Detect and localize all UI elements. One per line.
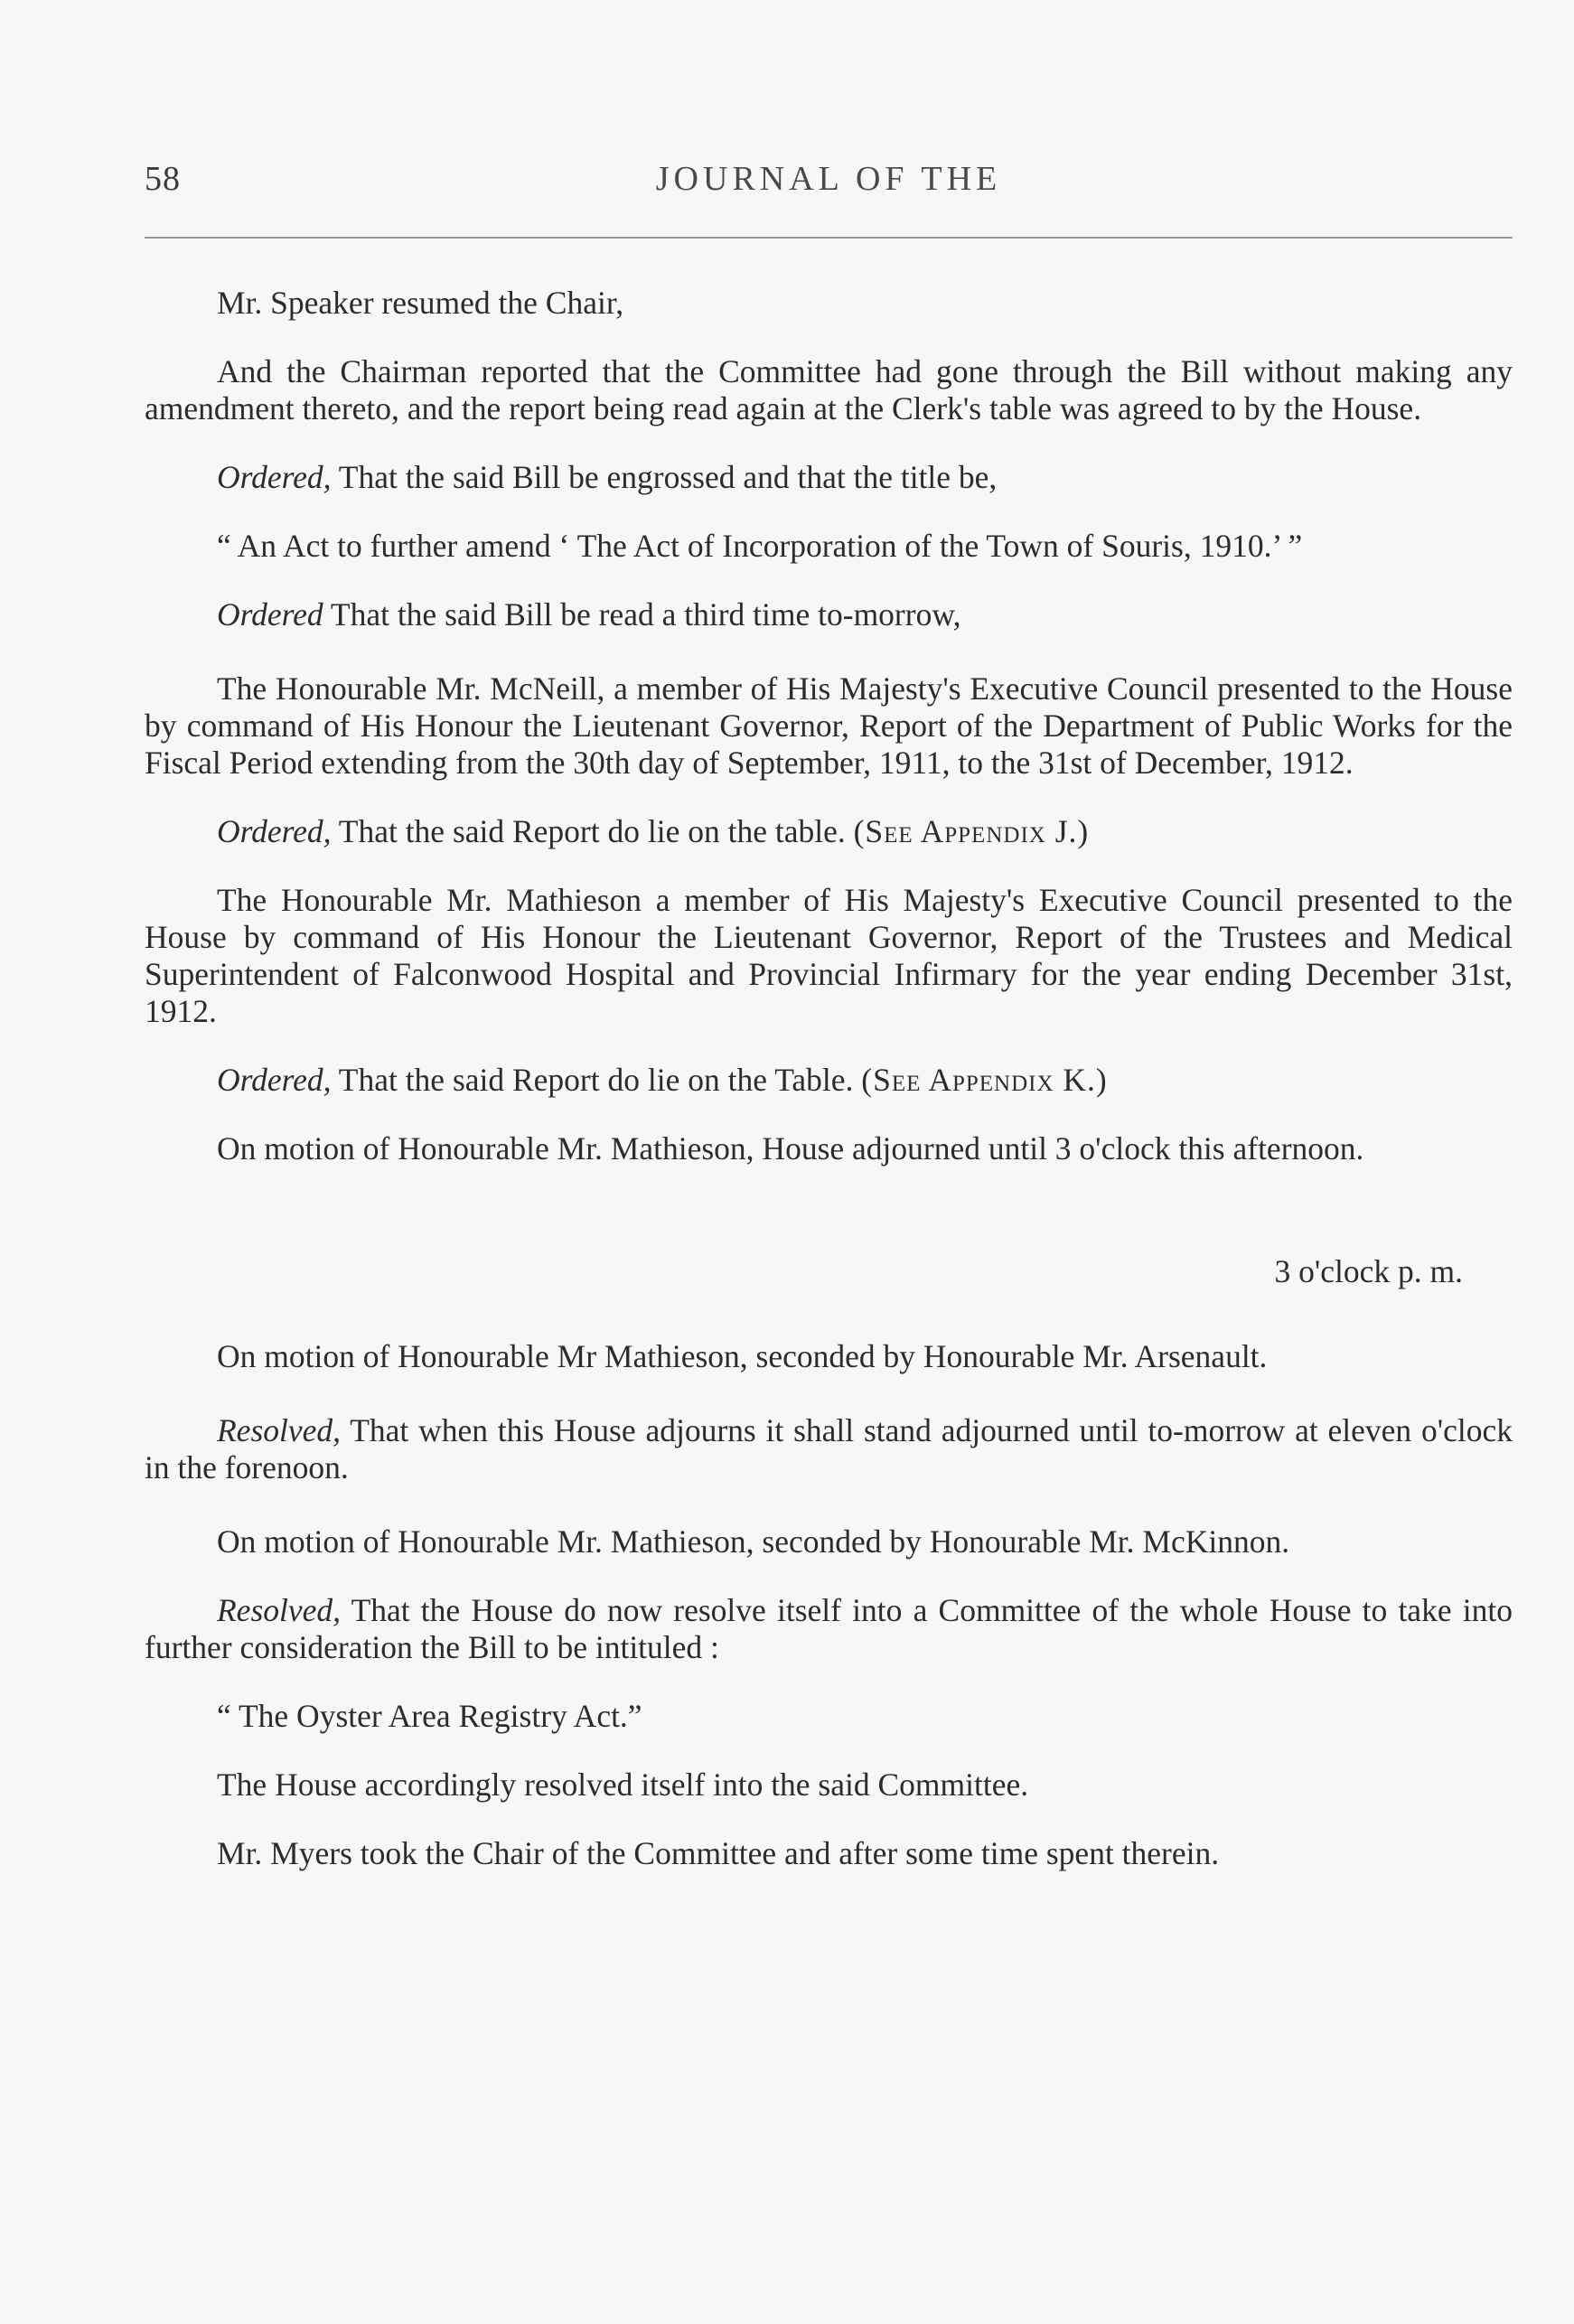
ordered-text: That the said Bill be read a third time to-morrow, xyxy=(323,596,961,633)
resolved-text: That the House do now resolve itself into a Committee of the whole House to take into further consideration the Bill to be intituled : xyxy=(145,1592,1513,1665)
resolved-label: Resolved, xyxy=(217,1592,342,1628)
ordered-label: Ordered, xyxy=(217,459,332,495)
paragraph-mathieson-report: The Honourable Mr. Mathieson a member of His Majesty's Executive Council presented to the House by command of His Honour the Lieutenant Governor, Report of the Trustees and Medical Superintendent of Falconwood Hospital and Provincial Infirmary for the year ending December 31st, 1912. xyxy=(145,882,1513,1029)
resolved-label: Resolved, xyxy=(217,1412,342,1448)
paragraph-ordered-table-j xyxy=(145,813,1513,850)
paragraph-motion-mckinnon: On motion of Honourable Mr. Mathieson, seconded by Honourable Mr. McKinnon. xyxy=(217,1523,1290,1560)
paragraph-resolved-committee xyxy=(145,1592,1513,1666)
paragraph-speaker-resumed: Mr. Speaker resumed the Chair, xyxy=(217,285,624,321)
paragraph-house-resolved: The House accordingly resolved itself into the said Committee. xyxy=(217,1766,1029,1803)
paragraph-bill-title: “ An Act to further amend ‘ The Act of Incorporation of the Town of Souris, 1910.’ ” xyxy=(217,528,1303,564)
paragraph-adjourned: On motion of Honourable Mr. Mathieson, House adjourned until 3 o'clock this afternoon. xyxy=(217,1130,1364,1167)
ordered-text: That the said Bill be engrossed and that the title be, xyxy=(331,459,998,495)
paragraph-ordered-table-k xyxy=(145,1062,1513,1099)
ordered-label: Ordered, xyxy=(217,813,332,849)
paragraph-ordered-third-reading xyxy=(145,596,1513,633)
ordered-label: Ordered xyxy=(217,596,323,633)
paragraph-chairman-report: And the Chairman reported that the Committee had gone through the Bill without making any amendment thereto, and the report being read again at the Clerk's table was agreed to by the House. xyxy=(145,353,1513,426)
appendix-reference: (See Appendix J.) xyxy=(853,813,1090,849)
ordered-label: Ordered, xyxy=(217,1062,332,1098)
resolved-text: That when this House adjourns it shall stand adjourned until to-morrow at eleven o'clock in the forenoon. xyxy=(145,1412,1513,1485)
paragraph-resolved-adjourn xyxy=(145,1412,1513,1486)
running-head: JOURNAL OF THE xyxy=(655,160,1002,198)
page-header xyxy=(145,159,1513,213)
page-number: 58 xyxy=(145,160,181,198)
paragraph-motion-arsenault: On motion of Honourable Mr Mathieson, seconded by Honourable Mr. Arsenault. xyxy=(217,1338,1268,1374)
paragraph-myers-chair: Mr. Myers took the Chair of the Committee and after some time spent therein. xyxy=(217,1835,1220,1871)
appendix-reference: (See Appendix K.) xyxy=(861,1062,1108,1098)
section-spacer xyxy=(145,1204,1513,1253)
header-rule xyxy=(145,237,1513,239)
time-heading: 3 o'clock p. m. xyxy=(1274,1253,1463,1289)
ordered-text: That the said Report do lie on the Table. xyxy=(331,1062,862,1098)
paragraph-ordered-engrossed xyxy=(145,459,1513,496)
paragraph-mcneill-report: The Honourable Mr. McNeill, a member of His Majesty's Executive Council presented to the House by command of His Honour the Lieutenant Governor, Report of the Department of Public Works for the Fiscal Period extending from the 30th day of September, 1911, to the 31st of December, 1912. xyxy=(145,670,1513,781)
ordered-text: That the said Report do lie on the table. xyxy=(331,813,854,849)
paragraph-act-title: “ The Oyster Area Registry Act.” xyxy=(217,1698,642,1734)
journal-body xyxy=(145,285,1513,1904)
